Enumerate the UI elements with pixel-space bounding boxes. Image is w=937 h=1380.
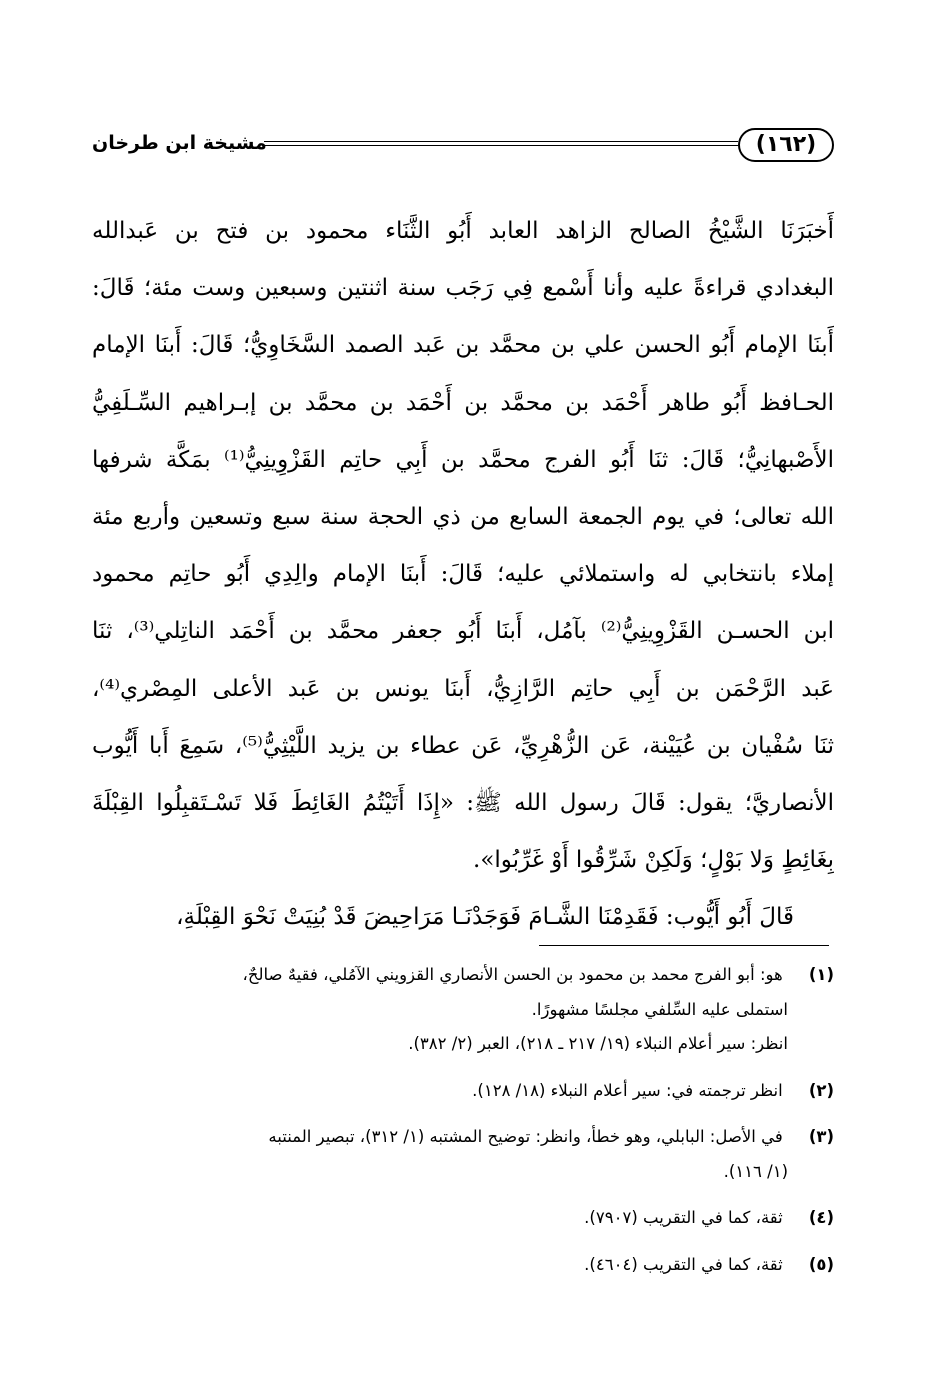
footnote-number: (٥)	[808, 1254, 834, 1274]
text-line: أَبنَا الإمام أَبُو الحسن علي بن محمَّد بن عَبد الصمد السَّخَاوِيُّ؛ قَالَ: أَبنَا الإمام	[92, 332, 834, 359]
footnote-number: (٢)	[808, 1080, 834, 1100]
text-line: إملاء بانتخابي له واستملائي عليه؛ قَالَ: أَبنَا الإمام والِدِي أَبُو حاتِم محمود	[92, 561, 834, 588]
footnote-text: ثقة، كما في التقريب (٤٦٠٤).	[584, 1254, 783, 1274]
footnote-text: ثقة، كما في التقريب (٧٩٠٧).	[584, 1208, 783, 1227]
text-line: بِغَائِطٍ وَلا بَوْلٍ؛ وَلَكِنْ شَرِّقُوا أَوْ غَرِّبُوا».	[473, 847, 834, 874]
footnote-text: في الأصل: البابلي، وهو خطأ، وانظر: توضيح المشتبه (١/ ٣١٢)، تبصير المنتبه	[268, 1127, 783, 1146]
footnote-text: استملى عليه السِّلفي مجلسًا مشهورًا.	[531, 999, 788, 1019]
header-title: مشيخة ابن طرخان	[92, 132, 267, 154]
footnote-2	[92, 1074, 834, 1109]
text-line: ابن الحسـن القَزْوِينِيُّ⁽²⁾ بآمُل، أَبنَا أَبُو جعفر محمَّد بن أَحْمَد الناتِلي⁽³⁾، ثنَا	[92, 618, 834, 645]
text-line: عَبد الرَّحْمَن بن أَبِي حاتِم الرَّازِيُّ، أَبنَا يونس بن عَبد الأعلى المِصْري⁽⁴⁾،	[92, 675, 834, 702]
text-line: الأنصاريَّ؛ يقول: قَالَ رسول الله ﷺ: «إِذَا أَتَيْتُمُ الغَائِطَ فَلا تَسْـتَقبِلُوا القِبْلَةَ	[92, 789, 834, 816]
footnote-5	[92, 1248, 834, 1283]
running-header	[92, 128, 834, 164]
footnote-3-continuation	[92, 1155, 834, 1190]
footnote-number: (١)	[808, 965, 834, 984]
text-line: الله تعالى؛ في يوم الجمعة السابع من ذي الحجة سنة سبع وتسعين وأربع مئة	[92, 503, 834, 530]
footnote-1-continuation	[92, 1027, 834, 1062]
header-rule	[264, 141, 738, 146]
footnote-4	[92, 1201, 834, 1236]
footnote-1-continuation	[92, 993, 834, 1028]
text-line: الحـافظ أَبُو طاهر أَحْمَد بن محمَّد بن أَحْمَد بن محمَّد بن إبـراهيم السِّـلَفِيُّ	[92, 389, 834, 416]
footnote-separator	[539, 945, 829, 946]
footnote-number: (٤)	[808, 1208, 834, 1227]
footnote-3	[92, 1120, 834, 1155]
main-text	[92, 203, 834, 946]
text-line: الأَصْبهانِيُّ؛ قَالَ: ثنَا أَبُو الفرج محمَّد بن أَبِي حاتِم القَزْوِينِيُّ⁽¹⁾ بمَكَّة شرفها	[92, 446, 834, 473]
footnote-1	[92, 958, 834, 993]
text-line: قَالَ أَبُو أَيُّوب: فَقَدِمْنَا الشَّـامَ فَوَجَدْنَـا مَرَاحِيضَ قَدْ بُنِيَتْ نَحْوَ القِبْلَةِ،	[176, 904, 794, 931]
footnote-text: (١/ ١١٦).	[723, 1161, 788, 1181]
footnote-number: (٣)	[808, 1127, 834, 1146]
text-line: أَخبَرَنَا الشَّيْخُ الصالح الزاهد العابد أَبُو الثَّنَاء محمود بن فتح بن عَبدالله	[92, 218, 834, 244]
footnotes	[92, 958, 834, 1282]
page-number: (١٦٢)	[738, 128, 834, 162]
footnote-text: انظر ترجمته في: سير أعلام النبلاء (١٨/ ١٢٨).	[472, 1080, 783, 1100]
footnote-text: انظر: سير أعلام النبلاء (١٩/ ٢١٧ ـ ٢١٨)، العبر (٢/ ٣٨٢).	[408, 1034, 788, 1053]
footnote-text: هو: أبو الفرج محمد بن محمود بن الحسن الأنصاري القزويني الآمُلي، فقيهٌ صالحٌ،	[242, 965, 783, 984]
text-line: البغدادي قراءةً عليه وأنا أَسْمع فِي رَجَب سنة اثنتين وسبعين وست مئة؛ قَالَ:	[92, 275, 834, 302]
text-line: ثنَا سُفْيان بن عُيَيْنة، عَن الزُّهْرِيِّ، عَن عطاء بن يزيد اللَّيْثِيُّ⁽⁵⁾، سَمِعَ أَبا أَيُّوب	[92, 732, 834, 759]
